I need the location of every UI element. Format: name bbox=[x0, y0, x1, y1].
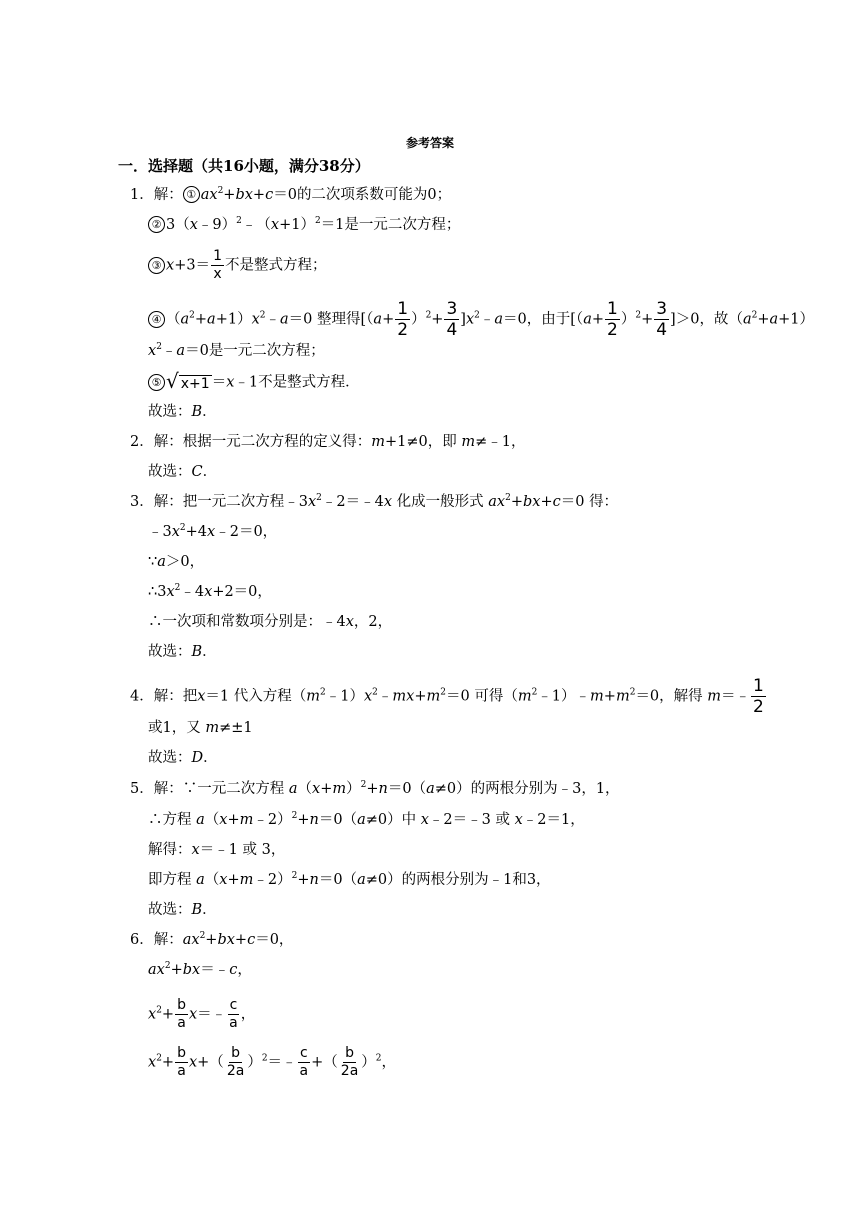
solution-2-answer: 故选：C． bbox=[148, 464, 218, 480]
fraction-3-over-4: $\frac{3}{4}$ bbox=[656, 299, 668, 340]
solution-1-line-5: $x^2﹣a=0$是一元二次方程； bbox=[148, 342, 325, 359]
solution-6-line-1: 6．解：$ax^2+bx+c=0$， bbox=[130, 931, 294, 948]
solution-6-line-4: $x^2+$ $\frac{b}{a}$ x+（ $\frac{b}{2a}$ ）$^2$＝﹣ $\frac{c}{a}$ +（ $\frac{b}{2a}$ ）$^2$， bbox=[148, 1045, 397, 1079]
solution-4-answer: 故选：D． bbox=[148, 750, 218, 766]
fraction-1-over-2: $\frac{1}{2}$ bbox=[397, 299, 409, 340]
solution-4-line-1: 4．解：把x＝1 代入方程$(m^2﹣1)x^2﹣mx+m^2=0$ 可得$(m^2﹣1)﹣m+m^2=0$，解得 m＝﹣ $\frac{1}{2}$ bbox=[130, 676, 764, 717]
circled-number-2: ② bbox=[148, 216, 165, 233]
solution-3-line-3: ∵a＞0， bbox=[148, 554, 205, 570]
fraction-1-over-2: $\frac{1}{2}$ bbox=[607, 299, 618, 340]
solution-3-line-5: ∴一次项和常数项分别是：﹣4x，2， bbox=[148, 614, 393, 630]
square-root: √ x+1 bbox=[166, 369, 210, 393]
solution-3-line-2: $﹣3x^2+4x﹣2=0$， bbox=[148, 523, 278, 540]
solution-1-line-2: ② $3(x﹣9)^2﹣(x+1)^2=1$是一元二次方程； bbox=[148, 215, 460, 235]
fraction-b-over-2a: $\frac{b}{2a}$ bbox=[340, 1045, 359, 1079]
solution-6-line-3: $x^2+$ $\frac{b}{a}$ x＝﹣ $\frac{c}{a}$ ， bbox=[148, 997, 256, 1031]
solution-1-line-6: ⑤ √ x+1 ＝x﹣1不是整式方程． bbox=[148, 371, 360, 394]
solution-1-line-4: ④ $(a^2+a+1)x^2﹣a=0$ 整理得[（a+ $\frac{1}{2}$ ）$^2$+ $\frac{3}{4}$ ]$x^2﹣a=0$，由于[（a+ $\frac{1}{2}$ ）$^2$+ $\frac{3}{4}$ ]＞0，故$(a^2+a+1)$ bbox=[148, 299, 814, 340]
solution-5-answer: 故选：B． bbox=[148, 902, 217, 918]
solution-4-line-2: 或1，又 m≠±1 bbox=[148, 720, 253, 736]
fraction-b-over-2a: $\frac{b}{2a}$ bbox=[226, 1045, 245, 1079]
fraction-1-over-x: $\frac{1}{x}$ bbox=[213, 248, 222, 282]
circled-number-5: ⑤ bbox=[148, 374, 165, 391]
solution-5-line-1: 5．解：∵一元二次方程 $a(x+m)^2+n=0(a\ne 0)$的两根分别为﹣3，1， bbox=[130, 780, 620, 797]
solution-3-line-1: 3．解：把一元二次方程$﹣3x^2﹣2=﹣4x$ 化成一般形式 $ax^2+bx+c=0$ 得： bbox=[130, 493, 619, 510]
fraction-c-over-a: $\frac{c}{a}$ bbox=[229, 997, 238, 1031]
solution-1-answer: 故选：B． bbox=[148, 404, 217, 420]
circled-number-4: ④ bbox=[148, 311, 165, 328]
solution-5-line-3: 解得：x＝﹣1 或 3， bbox=[148, 842, 286, 858]
section-heading: 一．选择题（共16小题，满分38分） bbox=[118, 157, 370, 175]
fraction-1-over-2: $\frac{1}{2}$ bbox=[753, 676, 764, 717]
fraction-b-over-a: $\frac{b}{a}$ bbox=[177, 997, 186, 1031]
solution-3-line-4: $\therefore 3x^2﹣4x+2=0$， bbox=[148, 583, 272, 600]
solution-2-line-1: 2．解：根据一元二次方程的定义得：m+1≠0，即 m≠﹣1， bbox=[130, 434, 526, 450]
fraction-c-over-a: $\frac{c}{a}$ bbox=[299, 1045, 309, 1079]
solution-5-line-4: 即方程 a（x+m﹣2）$^2$+n＝0（a≠0）的两根分别为﹣1和3， bbox=[148, 871, 551, 888]
circled-number-1: ① bbox=[183, 186, 200, 203]
page-title: 参考答案 bbox=[405, 136, 454, 150]
solution-1-line-3: ③ x+3＝ $\frac{1}{x}$ 不是整式方程； bbox=[148, 248, 326, 283]
solution-3-answer: 故选：B． bbox=[148, 644, 217, 660]
fraction-3-over-4: $\frac{3}{4}$ bbox=[446, 299, 458, 340]
fraction-b-over-a: $\frac{b}{a}$ bbox=[177, 1045, 186, 1079]
solution-6-line-2: $ax^2+bx=﹣c$， bbox=[148, 961, 252, 978]
solution-1-line-1: 1．解： ① $ax^2+bx+c=0$的二次项系数可能为0； bbox=[130, 186, 452, 203]
circled-number-3: ③ bbox=[148, 257, 165, 274]
solution-5-line-2: ∴方程 a（x+m﹣2）$^2$+n＝0（a≠0）中 x﹣2＝﹣3 或 x﹣2＝1， bbox=[148, 811, 585, 828]
